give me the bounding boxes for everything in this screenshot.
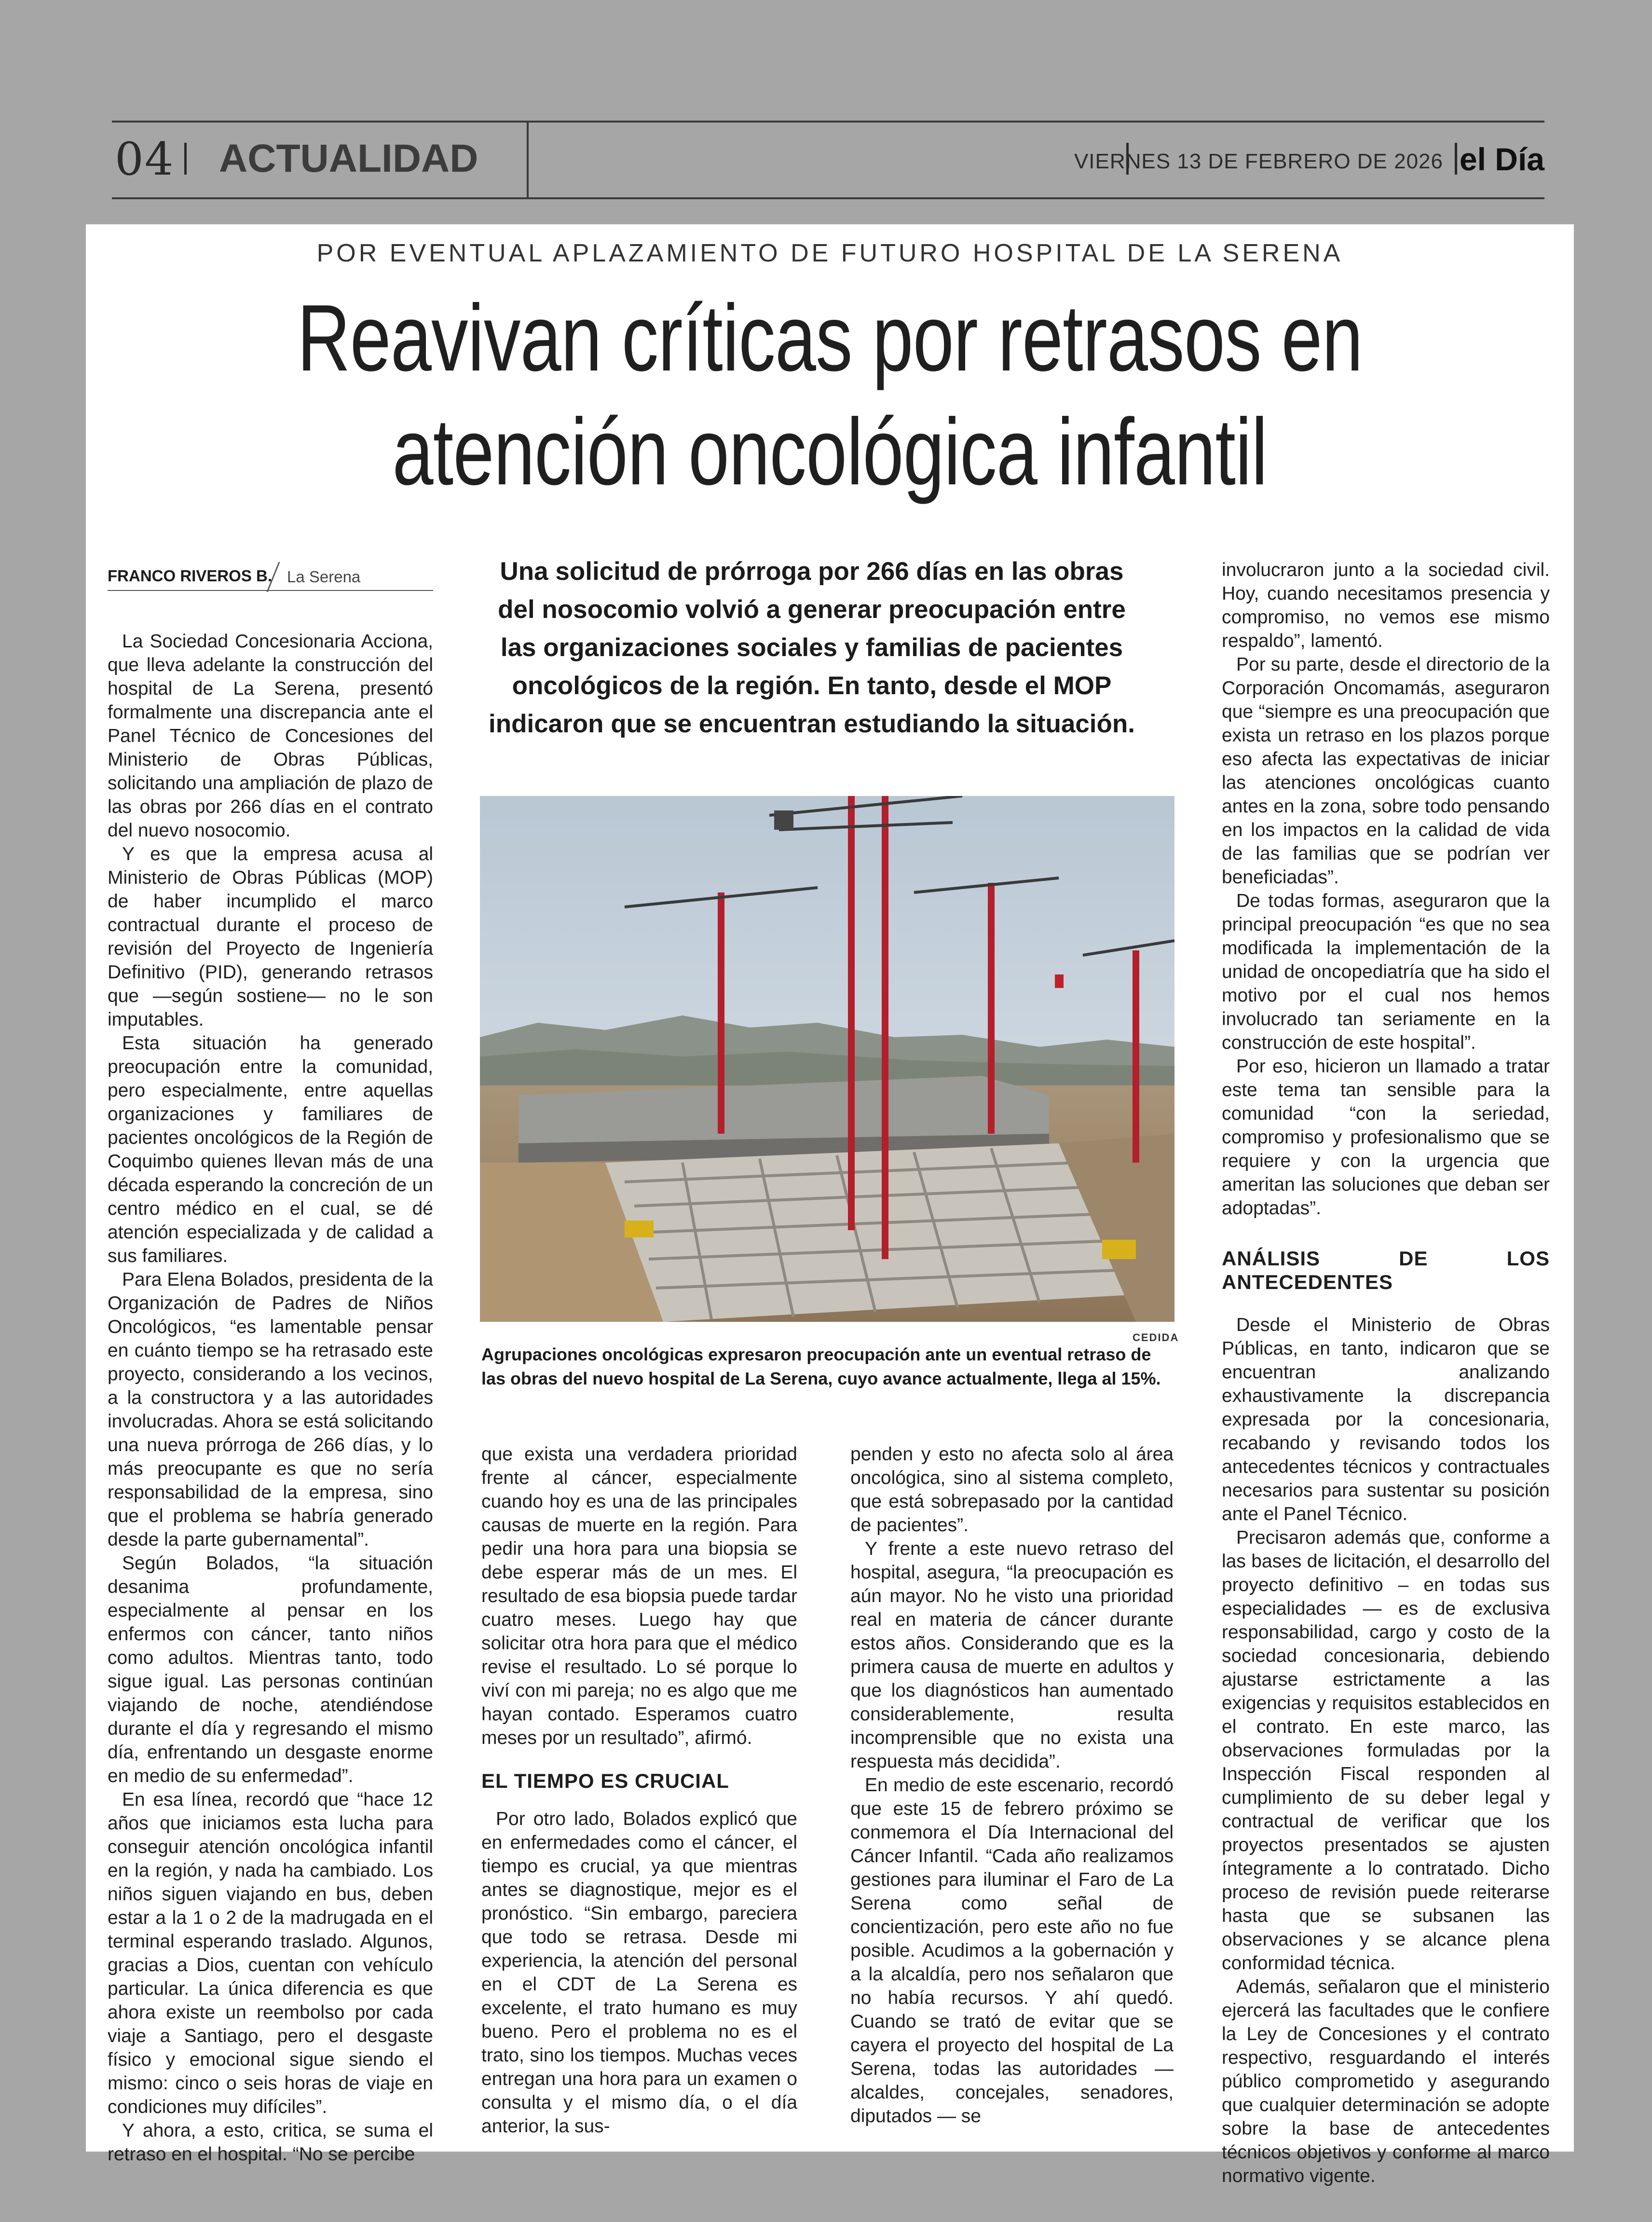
article-sheet bbox=[86, 224, 1574, 2186]
paragraph: Por otro lado, Bolados explicó que en enfermedades como el cáncer, el tiempo es crucial, ya que mientras antes se diagnostique, mejor es el pronóstico. “Sin embargo, pareciera que todo se retrasa. Desde mi experiencia, la atención del personal en el CDT de La Serena es excelente, el trato humano es muy bueno. Pero el problema no es el trato, sino los tiempos. Muchas veces entregan una hora para un examen o consulta y el mismo día, o el día anterior, la sus- bbox=[481, 1809, 797, 2137]
lead-paragraph bbox=[489, 552, 1135, 743]
byline bbox=[108, 562, 433, 591]
section-subhead: EL TIEMPO ES CRUCIAL bbox=[481, 1769, 729, 1792]
construction-site-photo bbox=[480, 796, 1174, 1322]
paragraph: que exista una verdadera prioridad frente al cáncer, especialmente cuando hoy es una de las principales causas de muerte en la región. Para pedir una hora para una biopsia se debe esperar más de un mes. El resultado de esa biopsia puede tardar cuatro meses. Luego hay que solicitar otra hora para que el médico revise el resultado. Lo sé porque lo viví con mi pareja; no es algo que me hayan contado. Esperamos cuatro meses por un resultado”, afirmó. bbox=[481, 1444, 797, 1748]
page-header bbox=[112, 121, 1544, 199]
headline-line: Reavivan críticas por retrasos en bbox=[297, 285, 1363, 391]
section-subhead: ANÁLISIS DE LOS ANTECEDENTES bbox=[1222, 1247, 1550, 1293]
issue-date: VIERNES 13 DE FEBRERO DE 2026 bbox=[1074, 150, 1443, 173]
kicker: POR EVENTUAL APLAZAMIENTO DE FUTURO HOSPITAL DE LA SERENA bbox=[316, 239, 1343, 267]
paragraph: Según Bolados, “la situación desanima profundamente, especialmente al pensar en los enfermos con cáncer, tanto niños como adultos. Mientras tanto, todo sigue igual. Las personas continúan viajando de noche, atendiéndose durante el día y regresando el mismo día, enfrentando un desgaste enorme en medio de su enfermedad”. bbox=[108, 1553, 433, 1786]
text-column-1 bbox=[108, 630, 433, 2166]
paragraph: Desde el Ministerio de Obras Públicas, en tanto, indicaron que se encuentran analizando exhaustivamente la discrepancia expresada por la concesionaria, recabando y revisando todos los antecedentes técnicos y contractuales necesarios para sustentar su posición ante el Panel Técnico. bbox=[1222, 1315, 1550, 1524]
lead-line: del nosocomio volvió a generar preocupación entre bbox=[498, 595, 1126, 624]
newspaper-logo: el Día bbox=[1459, 141, 1544, 177]
section-title: ACTUALIDAD bbox=[219, 137, 478, 180]
paragraph: penden y esto no afecta solo al área oncológica, sino al sistema completo, que está sobrepasado por la cantidad de pacientes”. bbox=[850, 1444, 1174, 1536]
paragraph: En medio de este escenario, recordó que este 15 de febrero próximo se conmemora el Día Internacional del Cáncer Infantil. “Cada año realizamos gestiones para iluminar el Faro de La Serena como señal de concientización, pero este año no fue posible. Acudimos a la gobernación y a la alcaldía, pero nos señalaron que no había recursos. Y ahí quedó. Cuando se trató de evitar que se cayera el proyecto del hospital de La Serena, todas las autoridades — alcaldes, concejales, senadores, diputados — se bbox=[850, 1775, 1174, 2126]
text-column-3 bbox=[850, 1442, 1174, 2128]
lead-line: las organizaciones sociales y familias de pacientes bbox=[500, 633, 1123, 662]
text-column-4 bbox=[1222, 558, 1550, 2188]
photo-caption: Agrupaciones oncológicas expresaron preocupación ante un eventual retraso de las obras del nuevo hospital de La Serena, cuyo avance actualmente, llega al 15%. bbox=[481, 1344, 1161, 1388]
photo-credit: CEDIDA bbox=[1133, 1331, 1179, 1344]
paragraph: Por su parte, desde el directorio de la Corporación Oncomamás, aseguraron que “siempre es una preocupación que exista un retraso en los plazos porque eso afecta las expectativas de iniciar las atenciones oncológicas cuanto antes en la zona, sobre todo pensando en los impactos en la calidad de vida de las familias que se podrían ver beneficiadas”. bbox=[1222, 654, 1550, 888]
header-separator bbox=[184, 143, 187, 175]
paragraph: Y frente a este nuevo retraso del hospital, asegura, “la preocupación es aún mayor. No he visto una prioridad real en materia de cáncer durante estos años. Considerando que es la primera causa de muerte en adultos y que los diagnósticos han aumentado considerablemente, resulta incomprensible que no exista una respuesta más decidida”. bbox=[850, 1538, 1174, 1772]
paragraph: involucraron junto a la sociedad civil. Hoy, cuando necesitamos presencia y compromiso, no vemos ese mismo respaldo”, lamentó. bbox=[1222, 560, 1550, 651]
headline bbox=[249, 281, 1410, 509]
text-column-2 bbox=[481, 1442, 797, 2138]
paragraph: Además, señalaron que el ministerio ejercerá las facultades que le confiere la Ley de Concesiones y el contrato respectivo, resguardando el interés público comprometido y asegurando que cualquier determinación se adopte sobre la base de antecedentes técnicos objetivos y conforme al marco normativo vigente. bbox=[1222, 1976, 1550, 2186]
lead-line: oncológicos de la región. En tanto, desde el MOP bbox=[512, 672, 1112, 700]
lead-line: Una solicitud de prórroga por 266 días en las obras bbox=[500, 557, 1124, 586]
paragraph: De todas formas, aseguraron que la principal preocupación “es que no sea modificada la implementación de la unidad de oncopediatría que ha sido el motivo por el cual nos hemos involucrado tan seriamente en la construcción de este hospital”. bbox=[1222, 891, 1550, 1053]
paragraph: Por eso, hicieron un llamado a tratar este tema tan sensible para la comunidad “con la seriedad, compromiso y profesionalismo que se requiere y con la urgencia que ameritan las soluciones que deban ser adoptadas”. bbox=[1222, 1056, 1550, 1219]
lead-line: indicaron que se encuentran estudiando la situación. bbox=[489, 710, 1135, 738]
paragraph: La Sociedad Concesionaria Acciona, que lleva adelante la construcción del hospital de La Serena, presentó formalmente una discrepancia ante el Panel Técnico de Concesiones del Ministerio de Obras Públicas, solicitando una ampliación de plazo de las obras por 266 días en el contrato del nuevo nosocomio. bbox=[108, 631, 433, 841]
dateline-location: La Serena bbox=[287, 568, 361, 586]
paragraph: Y ahora, a esto, critica, se suma el retraso en el hospital. “No se percibe bbox=[108, 2120, 433, 2165]
paragraph: Esta situación ha generado preocupación entre la comunidad, pero especialmente, entre aquellas organizaciones y familiares de pacientes oncológicos de la Región de Coquimbo quienes llevan más de una década esperando la concreción de un centro médico en el cual, se dé atención especializada y de calidad a sus familiares. bbox=[108, 1033, 433, 1266]
paragraph: Precisaron además que, conforme a las bases de licitación, el desarrollo del proyecto definitivo – en todas sus especialidades — es de exclusiva responsabilidad, cargo y costo de la sociedad concesionaria, debiendo ajustarse estrictamente a las exigencias y requisitos establecidos en el contrato. En este marco, las observaciones formuladas por la Inspección Fiscal responden al cumplimiento de su deber legal y contractual de verificar que los proyectos presentados se ajusten íntegramente a lo contratado. Dicho proceso de revisión puede reiterarse hasta que se subsanen las observaciones y se alcance plena conformidad técnica. bbox=[1222, 1527, 1550, 1974]
header-divider bbox=[527, 123, 529, 197]
paragraph: Para Elena Bolados, presidenta de la Organización de Padres de Niños Oncológicos, “es lamentable pensar en cuánto tiempo se ha retrasado este proyecto, considerando a los vecinos, a la constructora y a las autoridades involucradas. Ahora se está solicitando una nueva prórroga de 266 días, y lo más preocupante es que no sería responsabilidad de la empresa, sino que el problema se habría generado desde la parte gubernamental”. bbox=[108, 1269, 433, 1550]
paragraph: Y es que la empresa acusa al Ministerio de Obras Públicas (MOP) de haber incumplido el marco contractual durante el proceso de revisión del Proyecto de Ingeniería Definitivo (PID), generando retrasos que —según sostiene— no le son imputables. bbox=[108, 844, 433, 1030]
headline-line: atención oncológica infantil bbox=[392, 399, 1268, 505]
author-name: FRANCO RIVEROS B. bbox=[108, 567, 273, 585]
page-number: 04 bbox=[115, 133, 175, 186]
paragraph: En esa línea, recordó que “hace 12 años que iniciamos esta lucha para conseguir atención oncológica infantil en la región, y nada ha cambiado. Los niños siguen viajando en bus, deben estar a la 1 o 2 de la madrugada en el terminal esperando traslado. Algunos, gracias a Dios, cuentan con vehículo particular. La única diferencia es que ahora existe un reembolso por cada viaje a Santiago, pero el desgaste físico y emocional sigue siendo el mismo: cinco o seis horas de viaje en condiciones muy difíciles”. bbox=[108, 1789, 433, 2117]
construction-illustration bbox=[480, 796, 1174, 1322]
header-separator bbox=[1455, 143, 1457, 175]
